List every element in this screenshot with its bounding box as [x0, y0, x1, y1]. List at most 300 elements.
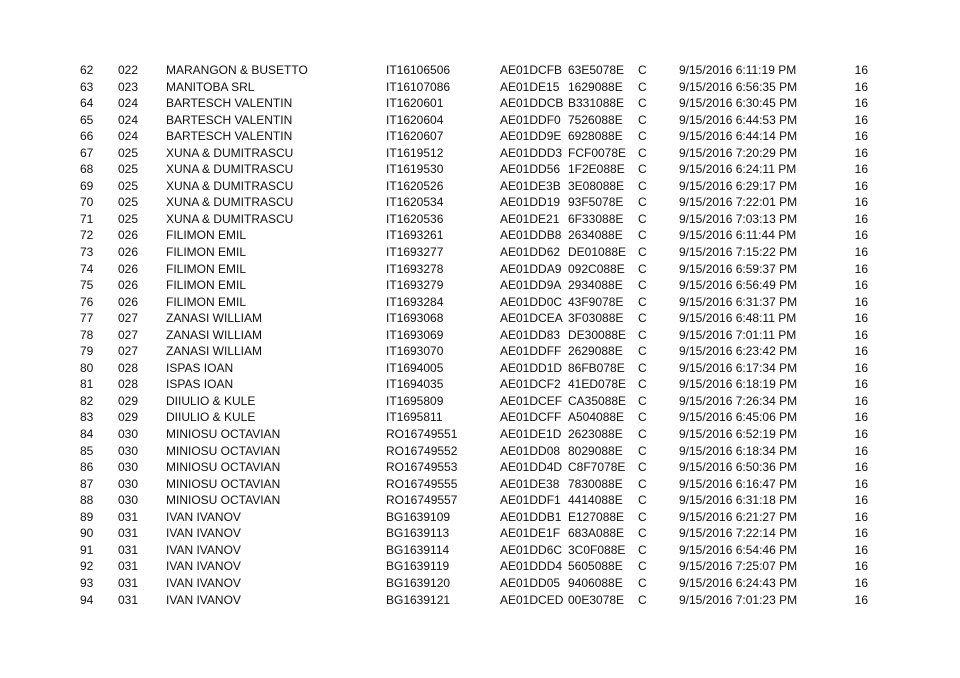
device-code-cell: AE01DD1D: [500, 360, 563, 375]
group-code-cell: 029: [118, 410, 139, 425]
hex-value-cell: 2634088E: [568, 228, 623, 243]
timestamp-cell: 9/15/2016 6:44:14 PM: [679, 129, 798, 144]
status-flag-cell: C: [638, 377, 647, 392]
timestamp-cell: 9/15/2016 7:26:34 PM: [679, 393, 798, 408]
status-flag-cell: C: [638, 493, 647, 508]
row-index-cell: 75: [80, 278, 94, 293]
count-cell: 16: [854, 278, 868, 293]
count-cell: 16: [854, 542, 868, 557]
row-index-cell: 94: [80, 592, 94, 607]
row-index-cell: 78: [80, 327, 94, 342]
row-index-cell: 85: [80, 443, 94, 458]
count-cell: 16: [854, 509, 868, 524]
hex-value-cell: 1629088E: [568, 79, 623, 94]
count-cell: 16: [854, 261, 868, 276]
status-flag-cell: C: [638, 261, 647, 276]
group-code-cell: 031: [118, 509, 139, 524]
group-code-cell: 031: [118, 575, 139, 590]
client-name-cell: ZANASI WILLIAM: [166, 311, 263, 326]
count-cell: 16: [854, 344, 868, 359]
device-code-cell: AE01DCFB: [500, 63, 563, 77]
table-row: [0, 327, 960, 344]
count-cell: 16: [854, 145, 868, 160]
vat-id-cell: BG1639113: [386, 526, 450, 541]
vat-id-cell: RO16749557: [386, 493, 458, 508]
client-name-cell: DIIULIO & KULE: [166, 393, 256, 408]
client-name-cell: XUNA & DUMITRASCU: [166, 162, 294, 177]
table-row: [0, 62, 960, 79]
device-code-cell: AE01DD6C: [500, 542, 563, 557]
vat-id-cell: IT1620601: [386, 96, 444, 111]
count-cell: 16: [854, 360, 868, 375]
status-flag-cell: C: [638, 311, 647, 326]
vat-id-cell: IT16107086: [386, 79, 451, 94]
count-cell: 16: [854, 311, 868, 326]
hex-value-cell: 683A088E: [568, 526, 625, 541]
row-index-cell: 76: [80, 294, 94, 309]
timestamp-cell: 9/15/2016 6:24:11 PM: [679, 162, 797, 177]
table-row: [0, 575, 960, 592]
group-code-cell: 027: [118, 311, 139, 326]
timestamp-cell: 9/15/2016 6:18:19 PM: [679, 377, 798, 392]
count-cell: 16: [854, 377, 868, 392]
hex-value-cell: 2629088E: [568, 344, 623, 359]
hex-value-cell: 2934088E: [568, 278, 623, 293]
table-row: [0, 558, 960, 575]
hex-value-cell: A504088E: [568, 410, 625, 425]
client-name-cell: MINIOSU OCTAVIAN: [166, 460, 281, 475]
hex-value-cell: 9406088E: [568, 575, 623, 590]
group-code-cell: 030: [118, 427, 139, 442]
count-cell: 16: [854, 96, 868, 111]
vat-id-cell: RO16749553: [386, 460, 458, 475]
row-index-cell: 63: [80, 79, 94, 94]
hex-value-cell: 93F5078E: [568, 195, 624, 210]
vat-id-cell: IT1695811: [386, 410, 443, 425]
hex-value-cell: DE30088E: [568, 327, 627, 342]
device-code-cell: AE01DE15: [500, 79, 560, 94]
table-row: [0, 525, 960, 542]
device-code-cell: AE01DCED: [500, 592, 564, 607]
status-flag-cell: C: [638, 410, 647, 425]
group-code-cell: 027: [118, 344, 139, 359]
group-code-cell: 026: [118, 278, 139, 293]
count-cell: 16: [854, 162, 868, 177]
device-code-cell: AE01DD62: [500, 245, 561, 260]
device-code-cell: AE01DE1D: [500, 427, 562, 442]
row-index-cell: 72: [80, 228, 94, 243]
vat-id-cell: IT16106506: [386, 63, 451, 77]
hex-value-cell: 2623088E: [568, 427, 623, 442]
table-row: [0, 376, 960, 393]
count-cell: 16: [854, 526, 868, 541]
status-flag-cell: C: [638, 178, 647, 193]
row-index-cell: 89: [80, 509, 94, 524]
group-code-cell: 026: [118, 245, 139, 260]
status-flag-cell: C: [638, 96, 647, 111]
hex-value-cell: C8F7078E: [568, 460, 626, 475]
status-flag-cell: C: [638, 294, 647, 309]
client-name-cell: XUNA & DUMITRASCU: [166, 211, 294, 226]
timestamp-cell: 9/15/2016 6:50:36 PM: [679, 460, 798, 475]
count-cell: 16: [854, 476, 868, 491]
group-code-cell: 025: [118, 162, 139, 177]
timestamp-cell: 9/15/2016 6:17:34 PM: [679, 360, 798, 375]
group-code-cell: 025: [118, 178, 139, 193]
timestamp-cell: 9/15/2016 6:23:42 PM: [679, 344, 798, 359]
device-code-cell: AE01DE1F: [500, 526, 561, 541]
device-code-cell: AE01DCEA: [500, 311, 563, 326]
device-code-cell: AE01DDD4: [500, 559, 563, 574]
status-flag-cell: C: [638, 327, 647, 342]
vat-id-cell: IT1620604: [386, 112, 444, 127]
count-cell: 16: [854, 211, 868, 226]
table-row: [0, 459, 960, 476]
row-index-cell: 67: [80, 145, 94, 160]
client-name-cell: BARTESCH VALENTIN: [166, 96, 293, 111]
hex-value-cell: 63E5078E: [568, 63, 625, 77]
table-row: [0, 393, 960, 410]
device-code-cell: AE01DDD3: [500, 145, 563, 160]
client-name-cell: MINIOSU OCTAVIAN: [166, 493, 281, 508]
count-cell: 16: [854, 112, 868, 127]
status-flag-cell: C: [638, 211, 647, 226]
hex-value-cell: 3C0F088E: [568, 542, 626, 557]
client-name-cell: MANITOBA SRL: [166, 79, 255, 94]
status-flag-cell: C: [638, 592, 647, 607]
row-index-cell: 64: [80, 96, 94, 111]
device-code-cell: AE01DCFF: [500, 410, 562, 425]
status-flag-cell: C: [638, 63, 647, 77]
row-index-cell: 79: [80, 344, 94, 359]
records-table: [0, 62, 960, 608]
timestamp-cell: 9/15/2016 7:20:29 PM: [679, 145, 798, 160]
group-code-cell: 030: [118, 493, 139, 508]
count-cell: 16: [854, 63, 868, 77]
group-code-cell: 030: [118, 460, 139, 475]
timestamp-cell: 9/15/2016 6:54:46 PM: [679, 542, 798, 557]
device-code-cell: AE01DDFF: [500, 344, 562, 359]
table-row: [0, 360, 960, 377]
row-index-cell: 81: [80, 377, 94, 392]
hex-value-cell: 1F2E088E: [568, 162, 625, 177]
hex-value-cell: 86FB078E: [568, 360, 625, 375]
table-row: [0, 112, 960, 129]
status-flag-cell: C: [638, 162, 647, 177]
device-code-cell: AE01DDF1: [500, 493, 561, 508]
timestamp-cell: 9/15/2016 6:18:34 PM: [679, 443, 798, 458]
client-name-cell: MARANGON & BUSETTO: [166, 63, 308, 77]
vat-id-cell: IT1693278: [386, 261, 444, 276]
vat-id-cell: IT1620536: [386, 211, 444, 226]
timestamp-cell: 9/15/2016 6:30:45 PM: [679, 96, 798, 111]
row-index-cell: 74: [80, 261, 94, 276]
vat-id-cell: IT1694035: [386, 377, 444, 392]
row-index-cell: 83: [80, 410, 94, 425]
group-code-cell: 025: [118, 211, 139, 226]
count-cell: 16: [854, 575, 868, 590]
vat-id-cell: IT1693284: [386, 294, 444, 309]
status-flag-cell: C: [638, 393, 647, 408]
count-cell: 16: [854, 79, 868, 94]
client-name-cell: FILIMON EMIL: [166, 228, 247, 243]
timestamp-cell: 9/15/2016 7:15:22 PM: [679, 245, 798, 260]
group-code-cell: 024: [118, 96, 139, 111]
row-index-cell: 93: [80, 575, 94, 590]
group-code-cell: 026: [118, 228, 139, 243]
vat-id-cell: IT1620534: [386, 195, 444, 210]
table-row: [0, 443, 960, 460]
row-index-cell: 82: [80, 393, 94, 408]
timestamp-cell: 9/15/2016 6:16:47 PM: [679, 476, 798, 491]
group-code-cell: 031: [118, 592, 139, 607]
table-row: [0, 128, 960, 145]
client-name-cell: FILIMON EMIL: [166, 245, 247, 260]
timestamp-cell: 9/15/2016 6:52:19 PM: [679, 427, 798, 442]
status-flag-cell: C: [638, 344, 647, 359]
client-name-cell: DIIULIO & KULE: [166, 410, 256, 425]
timestamp-cell: 9/15/2016 6:29:17 PM: [679, 178, 798, 193]
row-index-cell: 91: [80, 542, 94, 557]
client-name-cell: FILIMON EMIL: [166, 278, 247, 293]
status-flag-cell: C: [638, 509, 647, 524]
table-row: [0, 409, 960, 426]
count-cell: 16: [854, 592, 868, 607]
vat-id-cell: BG1639120: [386, 575, 451, 590]
client-name-cell: IVAN IVANOV: [166, 509, 241, 524]
vat-id-cell: IT1619512: [386, 145, 444, 160]
count-cell: 16: [854, 410, 868, 425]
vat-id-cell: IT1619530: [386, 162, 444, 177]
client-name-cell: XUNA & DUMITRASCU: [166, 178, 294, 193]
status-flag-cell: C: [638, 228, 647, 243]
table-row: [0, 211, 960, 228]
vat-id-cell: IT1693070: [386, 344, 444, 359]
table-row: [0, 261, 960, 278]
device-code-cell: AE01DD9E: [500, 129, 562, 144]
group-code-cell: 031: [118, 526, 139, 541]
timestamp-cell: 9/15/2016 7:01:11 PM: [679, 327, 797, 342]
client-name-cell: IVAN IVANOV: [166, 592, 241, 607]
table-row: [0, 542, 960, 559]
client-name-cell: ISPAS IOAN: [166, 377, 234, 392]
device-code-cell: AE01DD56: [500, 162, 561, 177]
timestamp-cell: 9/15/2016 7:25:07 PM: [679, 559, 798, 574]
client-name-cell: XUNA & DUMITRASCU: [166, 145, 294, 160]
client-name-cell: ZANASI WILLIAM: [166, 327, 263, 342]
table-row: [0, 244, 960, 261]
timestamp-cell: 9/15/2016 6:11:44 PM: [679, 228, 797, 243]
row-index-cell: 62: [80, 63, 94, 77]
table-row: [0, 277, 960, 294]
hex-value-cell: 7830088E: [568, 476, 623, 491]
vat-id-cell: IT1693261: [386, 228, 444, 243]
count-cell: 16: [854, 294, 868, 309]
hex-value-cell: 4414088E: [568, 493, 623, 508]
row-index-cell: 69: [80, 178, 94, 193]
hex-value-cell: E127088E: [568, 509, 625, 524]
table-row: [0, 227, 960, 244]
timestamp-cell: 9/15/2016 6:45:06 PM: [679, 410, 798, 425]
device-code-cell: AE01DCEF: [500, 393, 563, 408]
device-code-cell: AE01DE38: [500, 476, 560, 491]
vat-id-cell: IT1693069: [386, 327, 444, 342]
group-code-cell: 025: [118, 195, 139, 210]
hex-value-cell: 6F33088E: [568, 211, 624, 226]
vat-id-cell: IT1695809: [386, 393, 444, 408]
vat-id-cell: BG1639119: [386, 559, 450, 574]
status-flag-cell: C: [638, 245, 647, 260]
device-code-cell: AE01DD08: [500, 443, 561, 458]
device-code-cell: AE01DCF2: [500, 377, 561, 392]
hex-value-cell: 5605088E: [568, 559, 623, 574]
timestamp-cell: 9/15/2016 6:11:19 PM: [679, 63, 797, 77]
device-code-cell: AE01DD0C: [500, 294, 563, 309]
group-code-cell: 022: [118, 63, 139, 77]
device-code-cell: AE01DD05: [500, 575, 561, 590]
group-code-cell: 030: [118, 476, 139, 491]
row-index-cell: 86: [80, 460, 94, 475]
hex-value-cell: 6928088E: [568, 129, 623, 144]
timestamp-cell: 9/15/2016 6:56:35 PM: [679, 79, 798, 94]
row-index-cell: 90: [80, 526, 94, 541]
count-cell: 16: [854, 327, 868, 342]
vat-id-cell: IT1693277: [386, 245, 444, 260]
table-row: [0, 426, 960, 443]
group-code-cell: 028: [118, 377, 139, 392]
count-cell: 16: [854, 393, 868, 408]
group-code-cell: 027: [118, 327, 139, 342]
count-cell: 16: [854, 228, 868, 243]
row-index-cell: 92: [80, 559, 94, 574]
client-name-cell: MINIOSU OCTAVIAN: [166, 427, 281, 442]
vat-id-cell: RO16749551: [386, 427, 458, 442]
status-flag-cell: C: [638, 79, 647, 94]
device-code-cell: AE01DE21: [500, 211, 560, 226]
device-code-cell: AE01DDB1: [500, 509, 562, 524]
timestamp-cell: 9/15/2016 7:03:13 PM: [679, 211, 798, 226]
count-cell: 16: [854, 195, 868, 210]
group-code-cell: 026: [118, 294, 139, 309]
count-cell: 16: [854, 427, 868, 442]
client-name-cell: IVAN IVANOV: [166, 526, 241, 541]
group-code-cell: 030: [118, 443, 139, 458]
client-name-cell: IVAN IVANOV: [166, 559, 241, 574]
table-row: [0, 592, 960, 609]
count-cell: 16: [854, 178, 868, 193]
timestamp-cell: 9/15/2016 6:31:37 PM: [679, 294, 798, 309]
timestamp-cell: 9/15/2016 6:56:49 PM: [679, 278, 798, 293]
row-index-cell: 66: [80, 129, 94, 144]
status-flag-cell: C: [638, 129, 647, 144]
hex-value-cell: CA35088E: [568, 393, 627, 408]
device-code-cell: AE01DD83: [500, 327, 561, 342]
row-index-cell: 88: [80, 493, 94, 508]
device-code-cell: AE01DD19: [500, 195, 561, 210]
hex-value-cell: 7526088E: [568, 112, 623, 127]
hex-value-cell: DE01088E: [568, 245, 627, 260]
status-flag-cell: C: [638, 526, 647, 541]
group-code-cell: 023: [118, 79, 139, 94]
table-row: [0, 95, 960, 112]
status-flag-cell: C: [638, 427, 647, 442]
vat-id-cell: IT1693068: [386, 311, 444, 326]
status-flag-cell: C: [638, 559, 647, 574]
status-flag-cell: C: [638, 195, 647, 210]
hex-value-cell: 00E3078E: [568, 592, 625, 607]
device-code-cell: AE01DDCB: [500, 96, 564, 111]
client-name-cell: IVAN IVANOV: [166, 542, 241, 557]
vat-id-cell: IT1620526: [386, 178, 444, 193]
timestamp-cell: 9/15/2016 6:59:37 PM: [679, 261, 798, 276]
timestamp-cell: 9/15/2016 7:22:14 PM: [679, 526, 798, 541]
client-name-cell: BARTESCH VALENTIN: [166, 129, 293, 144]
group-code-cell: 024: [118, 129, 139, 144]
status-flag-cell: C: [638, 443, 647, 458]
client-name-cell: ISPAS IOAN: [166, 360, 234, 375]
table-row: [0, 145, 960, 162]
hex-value-cell: 092C088E: [568, 261, 625, 276]
row-index-cell: 68: [80, 162, 94, 177]
status-flag-cell: C: [638, 460, 647, 475]
count-cell: 16: [854, 443, 868, 458]
group-code-cell: 029: [118, 393, 139, 408]
row-index-cell: 70: [80, 195, 94, 210]
timestamp-cell: 9/15/2016 7:22:01 PM: [679, 195, 798, 210]
client-name-cell: MINIOSU OCTAVIAN: [166, 443, 281, 458]
timestamp-cell: 9/15/2016 7:01:23 PM: [679, 592, 798, 607]
group-code-cell: 028: [118, 360, 139, 375]
hex-value-cell: 3E08088E: [568, 178, 625, 193]
table-row: [0, 79, 960, 96]
status-flag-cell: C: [638, 112, 647, 127]
hex-value-cell: B331088E: [568, 96, 625, 111]
client-name-cell: FILIMON EMIL: [166, 294, 247, 309]
row-index-cell: 84: [80, 427, 94, 442]
row-index-cell: 73: [80, 245, 94, 260]
table-row: [0, 178, 960, 195]
row-index-cell: 87: [80, 476, 94, 491]
timestamp-cell: 9/15/2016 6:48:11 PM: [679, 311, 797, 326]
client-name-cell: BARTESCH VALENTIN: [166, 112, 293, 127]
device-code-cell: AE01DDA9: [500, 261, 562, 276]
table-row: [0, 509, 960, 526]
status-flag-cell: C: [638, 145, 647, 160]
hex-value-cell: 8029088E: [568, 443, 623, 458]
timestamp-cell: 9/15/2016 6:31:18 PM: [679, 493, 798, 508]
vat-id-cell: IT1693279: [386, 278, 444, 293]
vat-id-cell: BG1639109: [386, 509, 451, 524]
group-code-cell: 031: [118, 559, 139, 574]
hex-value-cell: 43F9078E: [568, 294, 624, 309]
count-cell: 16: [854, 245, 868, 260]
status-flag-cell: C: [638, 575, 647, 590]
count-cell: 16: [854, 460, 868, 475]
device-code-cell: AE01DDB8: [500, 228, 562, 243]
vat-id-cell: RO16749555: [386, 476, 458, 491]
status-flag-cell: C: [638, 360, 647, 375]
device-code-cell: AE01DD9A: [500, 278, 562, 293]
timestamp-cell: 9/15/2016 6:44:53 PM: [679, 112, 798, 127]
group-code-cell: 026: [118, 261, 139, 276]
count-cell: 16: [854, 493, 868, 508]
client-name-cell: FILIMON EMIL: [166, 261, 247, 276]
client-name-cell: XUNA & DUMITRASCU: [166, 195, 294, 210]
device-code-cell: AE01DD4D: [500, 460, 563, 475]
group-code-cell: 025: [118, 145, 139, 160]
row-index-cell: 65: [80, 112, 94, 127]
row-index-cell: 71: [80, 211, 94, 226]
